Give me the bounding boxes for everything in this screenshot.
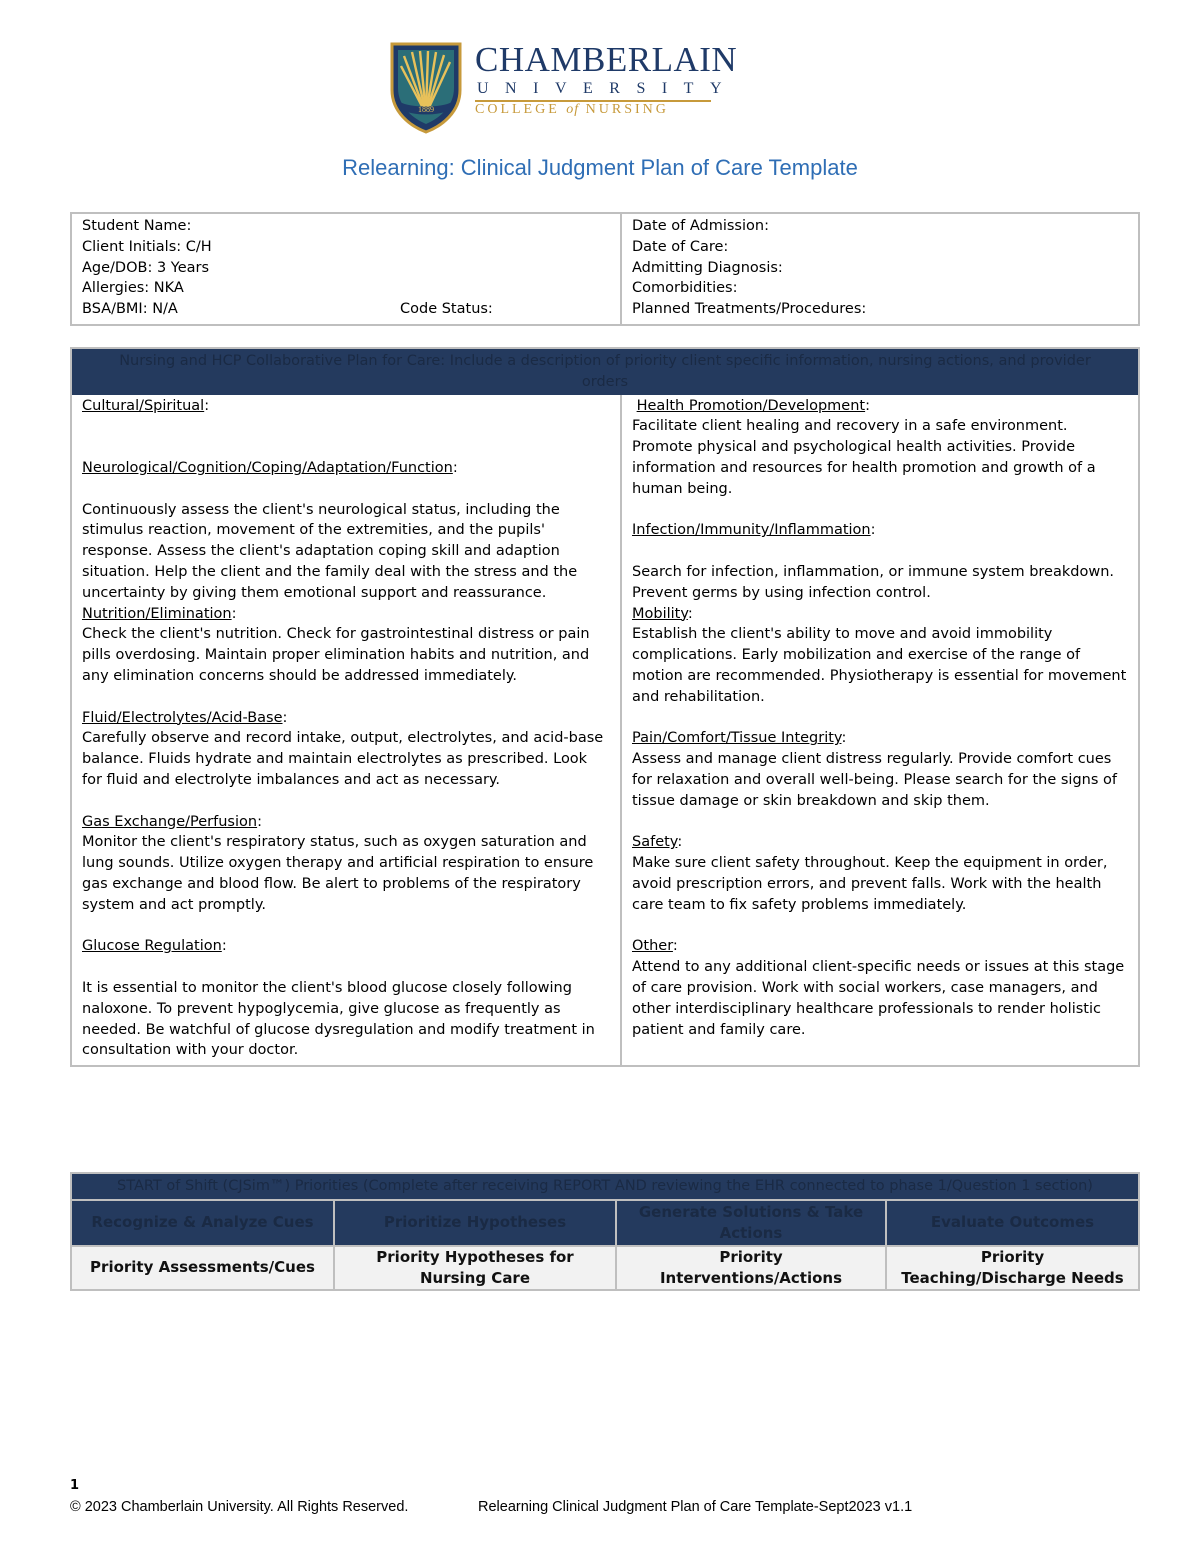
pain-section: Pain/Comfort/Tissue Integrity: (632, 730, 847, 747)
glucose-text: It is essential to monitor the client's blood glucose closely following naloxone. To prevent hypoglycemia, give glucose as frequently as needed. Be watchful of glucose dysregulation and modify treatment in consultation with your doctor. (82, 979, 595, 1059)
mobility-section: Mobility: (632, 605, 693, 622)
crest-icon (390, 42, 462, 134)
client-info-left (71, 213, 621, 325)
sub-hypotheses: Priority Hypotheses for Nursing Care (334, 1246, 616, 1290)
admitting-diagnosis-field: Admitting Diagnosis: (632, 259, 783, 276)
footer-template-version: Relearning Clinical Judgment Plan of Care Template-Sept2023 v1.1 (478, 1499, 913, 1515)
sub-interventions: Priority Interventions/Actions (616, 1246, 886, 1290)
allergies-field: Allergies: NKA (82, 280, 184, 297)
step-recognize: Recognize & Analyze Cues (71, 1200, 334, 1246)
other-section: Other: (632, 938, 678, 955)
infection-text: Search for infection, inflammation, or immune system breakdown. Prevent germs by using infection control. (632, 563, 1114, 601)
step-prioritize: Prioritize Hypotheses (334, 1200, 616, 1246)
brand-university: UNIVERSITY (477, 80, 738, 97)
shift-header: START of Shift (CJSim™) Priorities (Complete after receiving REPORT AND reviewing the EHR connected to phase 1/Question 1 section) (71, 1173, 1139, 1200)
cultural-section: Cultural/Spiritual: (82, 397, 210, 414)
age-dob-field: Age/DOB: 3 Years (82, 259, 210, 276)
footer-copyright: © 2023 Chamberlain University. All Rights Reserved. (70, 1499, 409, 1515)
other-text: Attend to any additional client-specific needs or issues at this stage of care provision. Work with social workers, case managers, and other interdisciplinary healthcare professionals to render holistic patient and family care. (632, 959, 1125, 1038)
plan-header: Nursing and HCP Collaborative Plan for Care: Include a description of priority client specific information, nursing actions, and provider orders (71, 348, 1139, 395)
sub-teaching: Priority Teaching/Discharge Needs (886, 1246, 1139, 1290)
gas-section: Gas Exchange/Perfusion: (82, 813, 262, 830)
neuro-text: Continuously assess the client's neurological status, including the stimulus reaction, movement of the extremities, and the pupils' response. Assess the client's adaptation coping skill and adaption situation. Help the client and the family deal with the stress and the uncertainty by giving them emotional support and reassurance. (82, 501, 578, 601)
nutrition-text: Check the client's nutrition. Check for gastrointestinal distress or pain pills overdosing. Maintain proper elimination habits and nutrition, and any elimination concerns should be addressed immediately. (82, 626, 590, 684)
gas-text: Monitor the client's respiratory status, such as oxygen saturation and lung sounds. Utilize oxygen therapy and artificial respiration to ensure gas exchange and blood flow. Be alert to problems of the respiratory system and act promptly. (82, 834, 594, 913)
health-text: Facilitate client healing and recovery in a safe environment. Promote physical and psychological health activities. Provide information and resources for health promotion and growth of a human being. (632, 418, 1096, 497)
comorbidities-field: Comorbidities: (632, 280, 738, 297)
brand-college: COLLEGE of NURSING (475, 102, 669, 117)
crest-year: 1889 (418, 105, 434, 114)
glucose-section: Glucose Regulation: (82, 938, 227, 955)
safety-section: Safety: (632, 834, 683, 851)
code-status-field: Code Status: (400, 301, 493, 318)
fluid-text: Carefully observe and record intake, output, electrolytes, and acid-base balance. Fluids hydrate and maintain electrolytes as prescribed. Look for fluid and electrolyte imbalances and act as necessary. (82, 730, 604, 788)
health-section: Health Promotion/Development: (636, 397, 870, 414)
step-generate: Generate Solutions & Take Actions (616, 1200, 886, 1246)
logo-wordmark (475, 40, 738, 117)
client-info-right (621, 213, 1139, 325)
client-info-table (70, 212, 1140, 326)
brand-name: CHAMBERLAIN (475, 40, 738, 79)
page-number: 1 (70, 1478, 80, 1493)
step-evaluate: Evaluate Outcomes (886, 1200, 1139, 1246)
bsa-code-row (82, 299, 610, 320)
neuro-section: Neurological/Cognition/Coping/Adaptation/Function: (82, 459, 458, 476)
client-initials-field: Client Initials: C/H (82, 238, 212, 255)
plan-left-column (71, 395, 621, 1067)
fluid-section: Fluid/Electrolytes/Acid-Base: (82, 709, 288, 726)
mobility-text: Establish the client's ability to move and avoid immobility complications. Early mobilization and exercise of the range of motion are recommended. Physiotherapy is essential for movement and rehabilitation. (632, 626, 1127, 705)
bsa-bmi-field: BSA/BMI: N/A (82, 301, 178, 318)
planned-treatments-field: Planned Treatments/Procedures: (632, 301, 867, 318)
date-care-field: Date of Care: (632, 238, 729, 255)
start-of-shift-table (70, 1172, 1140, 1291)
infection-section: Infection/Immunity/Inflammation: (632, 522, 876, 539)
student-name-field: Student Name: (82, 218, 192, 234)
chamberlain-logo (390, 40, 738, 137)
page-footer (70, 1499, 913, 1515)
safety-text: Make sure client safety throughout. Keep the equipment in order, avoid prescription errors, and prevent falls. Work with the health care team to fix safety problems immediately. (632, 855, 1108, 913)
plan-right-column (621, 395, 1139, 1067)
date-admission-field: Date of Admission: (632, 218, 769, 234)
sub-assessments: Priority Assessments/Cues (71, 1246, 334, 1290)
collaborative-plan-table (70, 347, 1140, 1067)
pain-text: Assess and manage client distress regularly. Provide comfort cues for relaxation and overall well-being. Please search for the signs of tissue damage or skin breakdown and skip them. (632, 751, 1117, 809)
page-title: Relearning: Clinical Judgment Plan of Care Template (342, 155, 858, 180)
nutrition-section: Nutrition/Elimination: (82, 605, 237, 622)
